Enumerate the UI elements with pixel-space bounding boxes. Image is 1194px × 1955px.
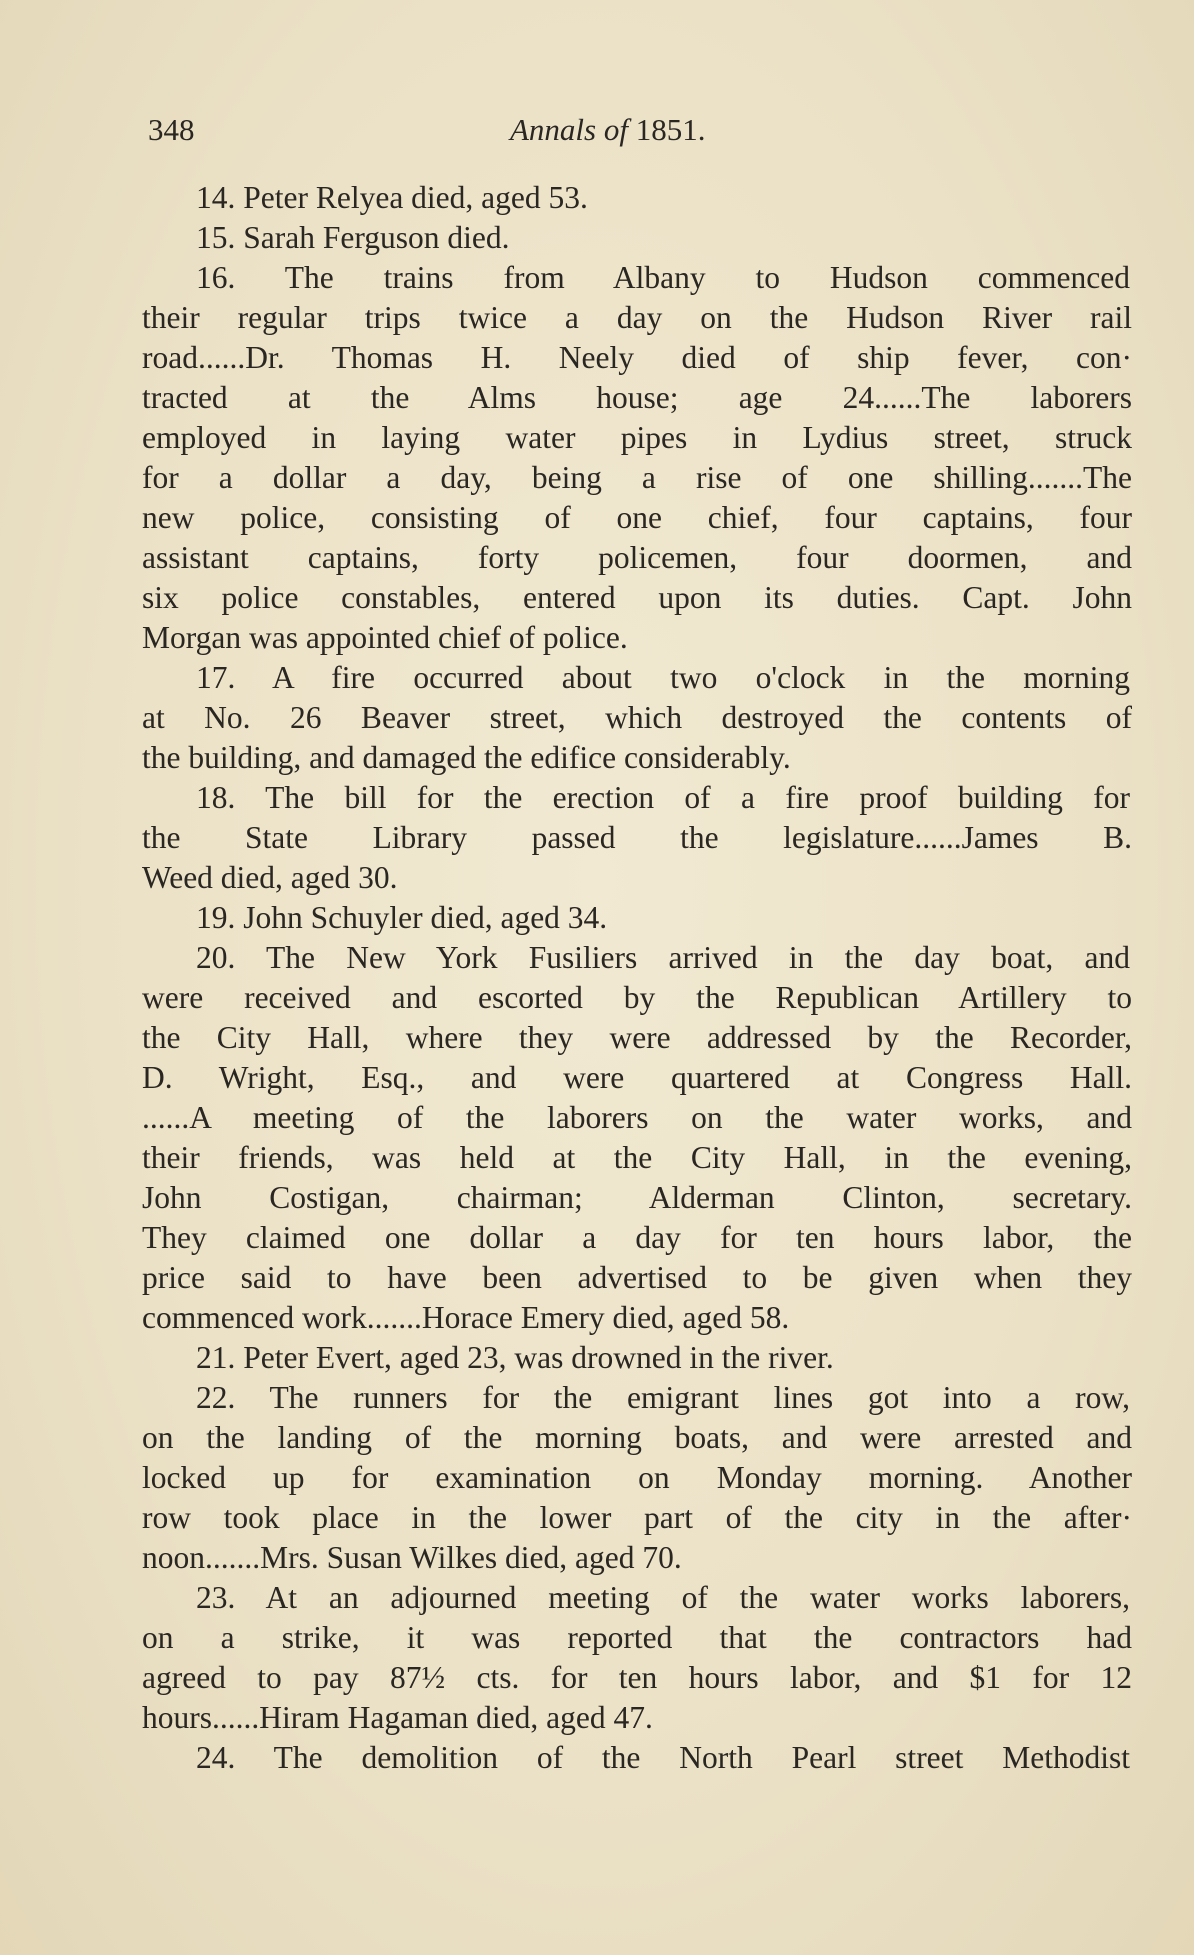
text-line: tracted at the Alms house; age 24......The laborers [142,380,1132,415]
text-line: Morgan was appointed chief of police. [142,620,628,655]
text-line: the State Library passed the legislature......James B. [142,820,1132,855]
text-line: their regular trips twice a day on the Hudson River rail [142,300,1132,335]
running-title-italic: Annals of [510,112,628,147]
text-line: 14. Peter Relyea died, aged 53. [196,180,588,215]
text-line: They claimed one dollar a day for ten hours labor, the [142,1220,1132,1255]
running-title [510,108,705,152]
text-line: new police, consisting of one chief, four captains, four [142,500,1132,535]
text-line: 21. Peter Evert, aged 23, was drowned in the river. [196,1340,834,1375]
text-line: six police constables, entered upon its duties. Capt. John [142,580,1132,615]
text-line: on a strike, it was reported that the contractors had [142,1620,1132,1655]
text-line: 22. The runners for the emigrant lines got into a row, [196,1380,1130,1415]
page-number: 348 [148,112,195,147]
text-line: agreed to pay 87½ cts. for ten hours labor, and $1 for 12 [142,1660,1132,1695]
text-line: noon.......Mrs. Susan Wilkes died, aged 70. [142,1540,682,1575]
text-line: 16. The trains from Albany to Hudson commenced [196,260,1130,295]
text-line: John Costigan, chairman; Alderman Clinton, secretary. [142,1180,1132,1215]
text-line: commenced work.......Horace Emery died, aged 58. [142,1300,790,1335]
text-line: their friends, was held at the City Hall, in the evening, [142,1140,1132,1175]
running-title-year: 1851. [635,112,706,147]
text-line: 15. Sarah Ferguson died. [196,220,510,255]
text-line: hours......Hiram Hagaman died, aged 47. [142,1700,653,1735]
text-line: were received and escorted by the Republican Artillery to [142,980,1132,1015]
text-line: 20. The New York Fusiliers arrived in the day boat, and [196,940,1130,975]
text-line: 17. A fire occurred about two o'clock in the morning [196,660,1130,695]
text-line: D. Wright, Esq., and were quartered at Congress Hall. [142,1060,1132,1095]
text-line: row took place in the lower part of the city in the after· [142,1500,1132,1535]
text-line: on the landing of the morning boats, and were arrested and [142,1420,1132,1455]
text-line: at No. 26 Beaver street, which destroyed the contents of [142,700,1132,735]
text-line: employed in laying water pipes in Lydius street, struck [142,420,1132,455]
text-line: road......Dr. Thomas H. Neely died of ship fever, con· [142,340,1132,375]
running-header [148,108,778,152]
text-line: assistant captains, forty policemen, four doormen, and [142,540,1132,575]
text-line: the City Hall, where they were addressed by the Recorder, [142,1020,1132,1055]
text-line: locked up for examination on Monday morning. Another [142,1460,1132,1495]
text-line: ......A meeting of the laborers on the water works, and [142,1100,1132,1135]
text-line: for a dollar a day, being a rise of one shilling.......The [142,460,1132,495]
text-line: 19. John Schuyler died, aged 34. [196,900,608,935]
text-line: 24. The demolition of the North Pearl street Methodist [196,1740,1130,1775]
text-line: 18. The bill for the erection of a fire proof building for [196,780,1130,815]
text-line: 23. At an adjourned meeting of the water works laborers, [196,1580,1130,1615]
text-line: Weed died, aged 30. [142,860,398,895]
text-line: the building, and damaged the edifice considerably. [142,740,791,775]
text-line: price said to have been advertised to be given when they [142,1260,1132,1295]
